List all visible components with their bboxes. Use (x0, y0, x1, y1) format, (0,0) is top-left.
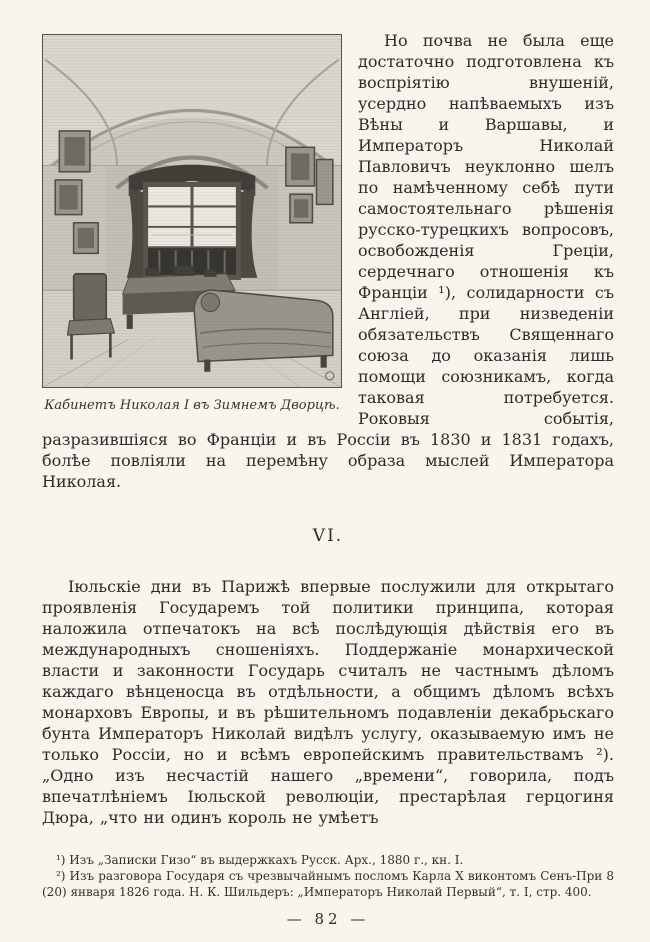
interior-engraving-image (43, 35, 341, 387)
page-content (42, 30, 614, 900)
figure-caption: Кабинетъ Николая I въ Зимнемъ Дворцѣ. (44, 398, 340, 414)
footnote-1: ¹) Изъ „Записки Гизо“ въ выдержкахъ Русск. Арх., 1880 г., кн. I. (56, 853, 464, 867)
figure (42, 34, 342, 414)
footnotes (42, 852, 614, 900)
paragraph-intro: Но почва не была еще достаточно подготовлена къ воспріятію внушеній, усердно напѣваемыхъ изъ Вѣны и Варшавы, и Императоръ Николай Павловичъ неуклонно шелъ по намѣченному себѣ пути самостоятельнаго рѣшенія русско-турецкихъ вопросовъ, освобожденія Греціи, сердечнаго отношенія къ Франціи ¹), солидарности съ Англіей, при низведеніи обязательствъ Священнаго союза до оказанія лишь помощи союзникамъ, когда таковая потребуется. Роковыя событія, разразившіяся во Франціи и въ Россіи въ 1830 и 1831 годахъ, болѣе повліяли на перемѣну образа мыслей Императора Николая. (42, 31, 614, 491)
figure-frame (42, 34, 342, 388)
footnote-2: ²) Изъ разговора Государя съ чрезвычайнымъ посломъ Карла X виконтомъ Сенъ-При 8 (20) января 1826 года. Н. К. Шильдеръ: „Императоръ Николай Первый“, т. I, стр. 400. (42, 869, 614, 899)
page-number: — 82 — (286, 910, 370, 928)
section-heading: VI. (312, 526, 344, 546)
paragraph-body: Іюльскіе дни въ Парижѣ впервые послужили для открытаго проявленія Государемъ той политики принципа, которая наложила отпечатокъ на всѣ послѣдующія дѣйствія его въ международныхъ сношеніяхъ. Поддержаніе монархической власти и законности Государь считалъ не частнымъ дѣломъ каждаго вѣнценосца въ отдѣльности, а общимъ дѣломъ всѣхъ монарховъ Европы, и въ рѣшительномъ подавленіи декабрьскаго бунта Императоръ Николай видѣлъ услугу, оказываемую имъ не только Россіи, но и всѣмъ европейскимъ правительствамъ ²). „Одно изъ несчастій нашего „времени“, говорила, подъ впечатлѣніемъ Іюльской революціи, престарѣлая герцогиня Дюра, „что ни одинъ король не умѣетъ (42, 577, 614, 827)
